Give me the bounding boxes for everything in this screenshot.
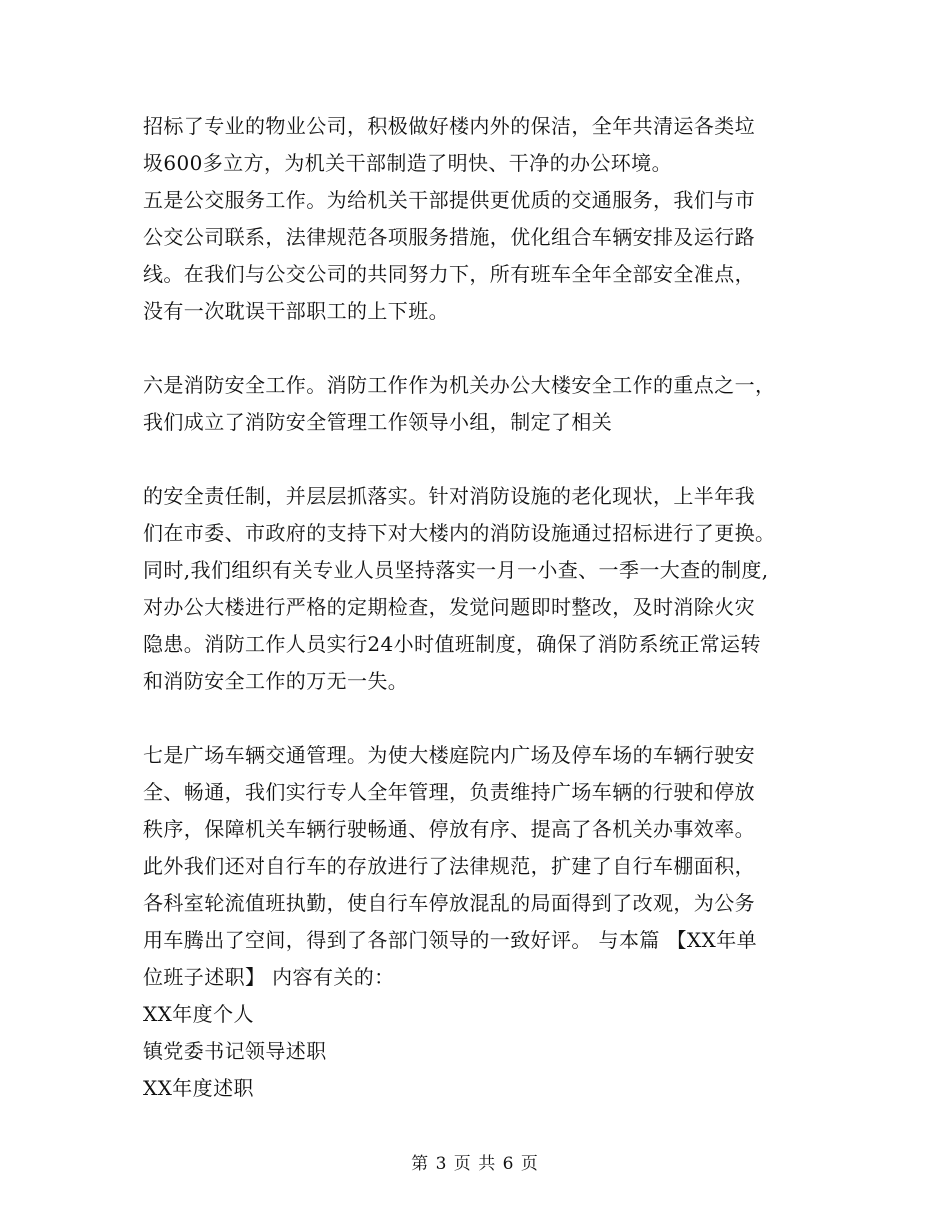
text-line: 公交公司联系，法律规范各项服务措施，优化组合车辆安排及运行路	[143, 225, 755, 249]
page-number: 第 3 页 共 6 页	[411, 1154, 539, 1174]
text-line: 秩序，保障机关车辆行驶畅通、停放有序、提高了各机关办事效率。	[143, 817, 755, 841]
text-line: 们在市委、市政府的支持下对大楼内的消防设施通过招标进行了更换。	[143, 521, 776, 545]
related-link-1: XX年度个人	[143, 1002, 254, 1026]
text-line: 圾600多立方，为机关干部制造了明快、干净的办公环境。	[143, 151, 672, 175]
text-line: 七是广场车辆交通管理。为使大楼庭院内广场及停车场的车辆行驶安	[143, 743, 755, 767]
text-line: 位班子述职】 内容有关的：	[143, 965, 395, 989]
text-line: 招标了专业的物业公司，积极做好楼内外的保洁，全年共清运各类垃	[143, 114, 755, 138]
text-line: 对办公大楼进行严格的定期检查，发觉问题即时整改，及时消除火灾	[143, 595, 755, 619]
text-line: 五是公交服务工作。为给机关干部提供更优质的交通服务，我们与市	[143, 188, 755, 212]
text-line: 和消防安全工作的万无一失。	[143, 669, 409, 693]
text-line: 全、畅通，我们实行专人全年管理，负责维持广场车辆的行驶和停放	[143, 780, 755, 804]
text-line: 此外我们还对自行车的存放进行了法律规范，扩建了自行车棚面积，	[143, 854, 755, 878]
text-line: 没有一次耽误干部职工的上下班。	[143, 299, 449, 323]
text-line: 我们成立了消防安全管理工作领导小组，制定了相关	[143, 410, 613, 434]
text-line: 同时,我们组织有关专业人员坚持落实一月一小查、一季一大查的制度,	[143, 558, 769, 582]
text-line: 用车腾出了空间，得到了各部门领导的一致好评。 与本篇 【XX年单	[143, 928, 757, 952]
text-line: 各科室轮流值班执勤，使自行车停放混乱的局面得到了改观，为公务	[143, 891, 755, 915]
related-link-2: 镇党委书记领导述职	[143, 1039, 327, 1063]
text-line: 六是消防安全工作。消防工作作为机关办公大楼安全工作的重点之一，	[143, 373, 776, 397]
related-link-3: XX年度述职	[143, 1076, 254, 1100]
text-line: 的安全责任制，并层层抓落实。针对消防设施的老化现状，上半年我	[143, 484, 755, 508]
text-line: 隐患。消防工作人员实行24小时值班制度，确保了消防系统正常运转	[143, 632, 761, 656]
text-line: 线。在我们与公交公司的共同努力下，所有班车全年全部安全准点，	[143, 262, 755, 286]
